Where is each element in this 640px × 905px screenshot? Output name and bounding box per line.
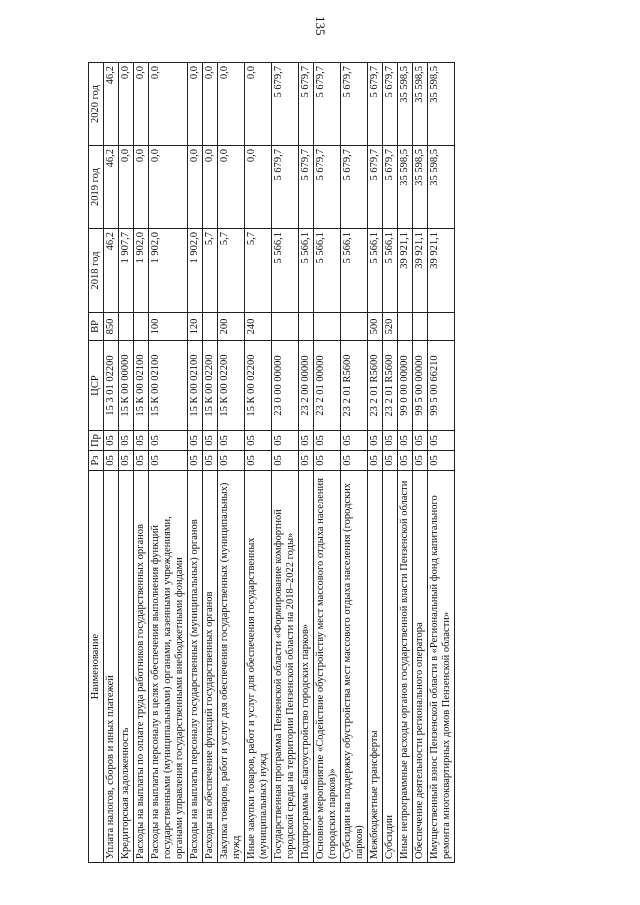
cell-pr: 05 bbox=[104, 431, 119, 451]
cell-name: Расходы на обеспечение функций государственных органов bbox=[203, 471, 218, 863]
cell-y2020: 5 679,7 bbox=[314, 63, 341, 146]
cell-csr: 99 5 00 00000 bbox=[413, 341, 428, 431]
cell-pr: 05 bbox=[119, 431, 134, 451]
cell-y2019: 0,0 bbox=[119, 146, 134, 229]
cell-name: Имущественный взнос Пензенской области в «Региональный фонд капитального ремонта многоквартирных домов Пензенской области» bbox=[428, 471, 455, 863]
cell-y2018: 5 566,1 bbox=[383, 229, 398, 313]
table-row bbox=[188, 63, 203, 863]
cell-y2020: 35 598,5 bbox=[428, 63, 455, 146]
cell-y2018: 5 566,1 bbox=[341, 229, 368, 313]
cell-y2019: 35 598,5 bbox=[428, 146, 455, 229]
cell-rz: 05 bbox=[104, 451, 119, 471]
cell-vr bbox=[398, 313, 413, 341]
table-row bbox=[104, 63, 119, 863]
cell-y2019: 0,0 bbox=[245, 146, 272, 229]
table-row bbox=[218, 63, 245, 863]
cell-rz: 05 bbox=[272, 451, 299, 471]
table-row bbox=[203, 63, 218, 863]
cell-y2020: 0,0 bbox=[119, 63, 134, 146]
cell-y2020: 0,0 bbox=[245, 63, 272, 146]
cell-csr: 15 3 01 02200 bbox=[104, 341, 119, 431]
cell-rz: 05 bbox=[314, 451, 341, 471]
cell-y2018: 5 566,1 bbox=[299, 229, 314, 313]
cell-y2020: 35 598,5 bbox=[413, 63, 428, 146]
cell-name: Кредиторская задолженность bbox=[119, 471, 134, 863]
cell-y2018: 5 566,1 bbox=[272, 229, 299, 313]
cell-csr: 23 2 01 R5600 bbox=[383, 341, 398, 431]
cell-y2019: 0,0 bbox=[134, 146, 149, 229]
cell-vr: 520 bbox=[383, 313, 398, 341]
cell-name: Расходы на выплаты персоналу государственных (муниципальных) органов bbox=[188, 471, 203, 863]
table-row bbox=[413, 63, 428, 863]
cell-name: Уплата налогов, сборов и иных платежей bbox=[104, 471, 119, 863]
cell-vr: 100 bbox=[149, 313, 188, 341]
cell-y2019: 5 679,7 bbox=[299, 146, 314, 229]
cell-vr bbox=[413, 313, 428, 341]
cell-csr: 23 2 01 R5600 bbox=[368, 341, 383, 431]
cell-y2018: 46,2 bbox=[104, 229, 119, 313]
cell-y2020: 5 679,7 bbox=[272, 63, 299, 146]
header-2019: 2019 год bbox=[89, 146, 104, 229]
cell-rz: 05 bbox=[299, 451, 314, 471]
cell-csr: 23 2 00 00000 bbox=[299, 341, 314, 431]
table-row bbox=[119, 63, 134, 863]
cell-y2020: 0,0 bbox=[203, 63, 218, 146]
cell-rz: 05 bbox=[341, 451, 368, 471]
cell-y2019: 35 598,5 bbox=[398, 146, 413, 229]
table-row bbox=[398, 63, 413, 863]
cell-y2019: 0,0 bbox=[218, 146, 245, 229]
cell-csr: 23 2 01 00000 bbox=[314, 341, 341, 431]
cell-y2018: 5 566,1 bbox=[368, 229, 383, 313]
cell-pr: 05 bbox=[314, 431, 341, 451]
cell-y2020: 5 679,7 bbox=[368, 63, 383, 146]
cell-y2020: 0,0 bbox=[149, 63, 188, 146]
cell-pr: 05 bbox=[188, 431, 203, 451]
cell-csr: 15 К 00 02200 bbox=[218, 341, 245, 431]
cell-y2020: 0,0 bbox=[188, 63, 203, 146]
header-csr: ЦСР bbox=[89, 341, 104, 431]
table-row bbox=[341, 63, 368, 863]
cell-y2018: 39 921,1 bbox=[428, 229, 455, 313]
cell-y2018: 5,7 bbox=[203, 229, 218, 313]
cell-vr bbox=[272, 313, 299, 341]
cell-pr: 05 bbox=[299, 431, 314, 451]
cell-y2020: 35 598,5 bbox=[398, 63, 413, 146]
header-pr: Пр bbox=[89, 431, 104, 451]
header-2020: 2020 год bbox=[89, 63, 104, 146]
cell-vr bbox=[428, 313, 455, 341]
header-row bbox=[89, 63, 104, 863]
cell-vr bbox=[314, 313, 341, 341]
cell-vr: 200 bbox=[218, 313, 245, 341]
table-row bbox=[245, 63, 272, 863]
table-row bbox=[149, 63, 188, 863]
cell-csr: 15 К 00 02100 bbox=[188, 341, 203, 431]
table-row bbox=[368, 63, 383, 863]
cell-pr: 05 bbox=[383, 431, 398, 451]
cell-csr: 99 0 00 00000 bbox=[398, 341, 413, 431]
cell-y2020: 0,0 bbox=[218, 63, 245, 146]
cell-csr: 15 К 00 02100 bbox=[149, 341, 188, 431]
table-row bbox=[428, 63, 455, 863]
table-row bbox=[314, 63, 341, 863]
cell-pr: 05 bbox=[134, 431, 149, 451]
cell-csr: 23 0 00 00000 bbox=[272, 341, 299, 431]
cell-rz: 05 bbox=[203, 451, 218, 471]
cell-rz: 05 bbox=[413, 451, 428, 471]
cell-y2020: 5 679,7 bbox=[341, 63, 368, 146]
cell-name: Расходы на выплаты по оплате труда работников государственных органов bbox=[134, 471, 149, 863]
cell-name: Обеспечение деятельности регионального оператора bbox=[413, 471, 428, 863]
cell-vr bbox=[341, 313, 368, 341]
budget-table bbox=[88, 62, 455, 863]
cell-vr bbox=[119, 313, 134, 341]
cell-rz: 05 bbox=[383, 451, 398, 471]
header-rz: Рз bbox=[89, 451, 104, 471]
cell-y2018: 39 921,1 bbox=[398, 229, 413, 313]
table-row bbox=[134, 63, 149, 863]
cell-y2020: 0,0 bbox=[134, 63, 149, 146]
cell-y2020: 5 679,7 bbox=[383, 63, 398, 146]
cell-pr: 05 bbox=[272, 431, 299, 451]
cell-vr: 240 bbox=[245, 313, 272, 341]
cell-csr: 15 К 00 02100 bbox=[134, 341, 149, 431]
cell-csr: 15 К 00 02200 bbox=[245, 341, 272, 431]
cell-vr bbox=[134, 313, 149, 341]
cell-pr: 05 bbox=[398, 431, 413, 451]
cell-rz: 05 bbox=[188, 451, 203, 471]
table-row bbox=[299, 63, 314, 863]
cell-y2019: 0,0 bbox=[149, 146, 188, 229]
table-row bbox=[272, 63, 299, 863]
cell-csr: 15 К 00 00000 bbox=[119, 341, 134, 431]
cell-rz: 05 bbox=[149, 451, 188, 471]
cell-pr: 05 bbox=[149, 431, 188, 451]
cell-y2018: 39 921,1 bbox=[413, 229, 428, 313]
cell-vr: 500 bbox=[368, 313, 383, 341]
cell-name: Субсидии на поддержку обустройства мест массового отдыха населения (городских парков) bbox=[341, 471, 368, 863]
cell-csr: 99 5 00 66210 bbox=[428, 341, 455, 431]
cell-rz: 05 bbox=[119, 451, 134, 471]
cell-y2018: 5,7 bbox=[218, 229, 245, 313]
header-2018: 2018 год bbox=[89, 229, 104, 313]
cell-vr bbox=[203, 313, 218, 341]
table-row bbox=[383, 63, 398, 863]
rotated-table-container bbox=[88, 63, 560, 863]
cell-vr bbox=[299, 313, 314, 341]
cell-rz: 05 bbox=[368, 451, 383, 471]
cell-y2018: 1 902,0 bbox=[149, 229, 188, 313]
cell-pr: 05 bbox=[245, 431, 272, 451]
cell-pr: 05 bbox=[203, 431, 218, 451]
cell-name: Основное мероприятие «Содействие обустройству мест массового отдыха населения (городских парков)» bbox=[314, 471, 341, 863]
cell-rz: 05 bbox=[428, 451, 455, 471]
cell-name: Межбюджетные трансферты bbox=[368, 471, 383, 863]
cell-name: Иные закупки товаров, работ и услуг для обеспечения государственных (муниципальных) нужд bbox=[245, 471, 272, 863]
cell-rz: 05 bbox=[218, 451, 245, 471]
cell-y2018: 5 566,1 bbox=[314, 229, 341, 313]
cell-name: Закупка товаров, работ и услуг для обеспечения государственных (муниципальных) нужд bbox=[218, 471, 245, 863]
header-vr: ВР bbox=[89, 313, 104, 341]
cell-y2019: 35 598,5 bbox=[413, 146, 428, 229]
cell-name: Иные непрограммные расходы органов государственной власти Пензенской области bbox=[398, 471, 413, 863]
header-name: Наименование bbox=[89, 471, 104, 863]
cell-y2019: 5 679,7 bbox=[314, 146, 341, 229]
cell-pr: 05 bbox=[368, 431, 383, 451]
cell-rz: 05 bbox=[134, 451, 149, 471]
cell-y2018: 1 902,0 bbox=[134, 229, 149, 313]
cell-y2020: 46,2 bbox=[104, 63, 119, 146]
cell-csr: 15 К 00 02200 bbox=[203, 341, 218, 431]
page-number: 135 bbox=[313, 16, 328, 36]
table-body bbox=[104, 63, 455, 863]
cell-csr: 23 2 01 R5600 bbox=[341, 341, 368, 431]
cell-name: Подпрограмма «Благоустройство городских парков» bbox=[299, 471, 314, 863]
cell-y2020: 5 679,7 bbox=[299, 63, 314, 146]
cell-rz: 05 bbox=[245, 451, 272, 471]
cell-pr: 05 bbox=[428, 431, 455, 451]
cell-y2019: 5 679,7 bbox=[383, 146, 398, 229]
cell-name: Расходы на выплаты персоналу в целях обеспечения выполнения функций государственными (муниципальными) органами, казенными учреждениями, органами управления государственными внебюджетными фондами bbox=[149, 471, 188, 863]
cell-pr: 05 bbox=[218, 431, 245, 451]
cell-y2019: 5 679,7 bbox=[368, 146, 383, 229]
cell-pr: 05 bbox=[341, 431, 368, 451]
cell-y2018: 1 907,7 bbox=[119, 229, 134, 313]
cell-y2018: 5,7 bbox=[245, 229, 272, 313]
cell-name: Государственная программа Пензенской области «Формирование комфортной городской среды на территории Пензенской области на 2018–2022 годы» bbox=[272, 471, 299, 863]
cell-y2019: 5 679,7 bbox=[272, 146, 299, 229]
cell-y2018: 1 902,0 bbox=[188, 229, 203, 313]
cell-rz: 05 bbox=[398, 451, 413, 471]
page-number-container bbox=[308, 16, 332, 44]
cell-vr: 850 bbox=[104, 313, 119, 341]
cell-y2019: 46,2 bbox=[104, 146, 119, 229]
cell-y2019: 0,0 bbox=[188, 146, 203, 229]
cell-y2019: 5 679,7 bbox=[341, 146, 368, 229]
cell-vr: 120 bbox=[188, 313, 203, 341]
cell-pr: 05 bbox=[413, 431, 428, 451]
cell-y2019: 0,0 bbox=[203, 146, 218, 229]
cell-name: Субсидии bbox=[383, 471, 398, 863]
